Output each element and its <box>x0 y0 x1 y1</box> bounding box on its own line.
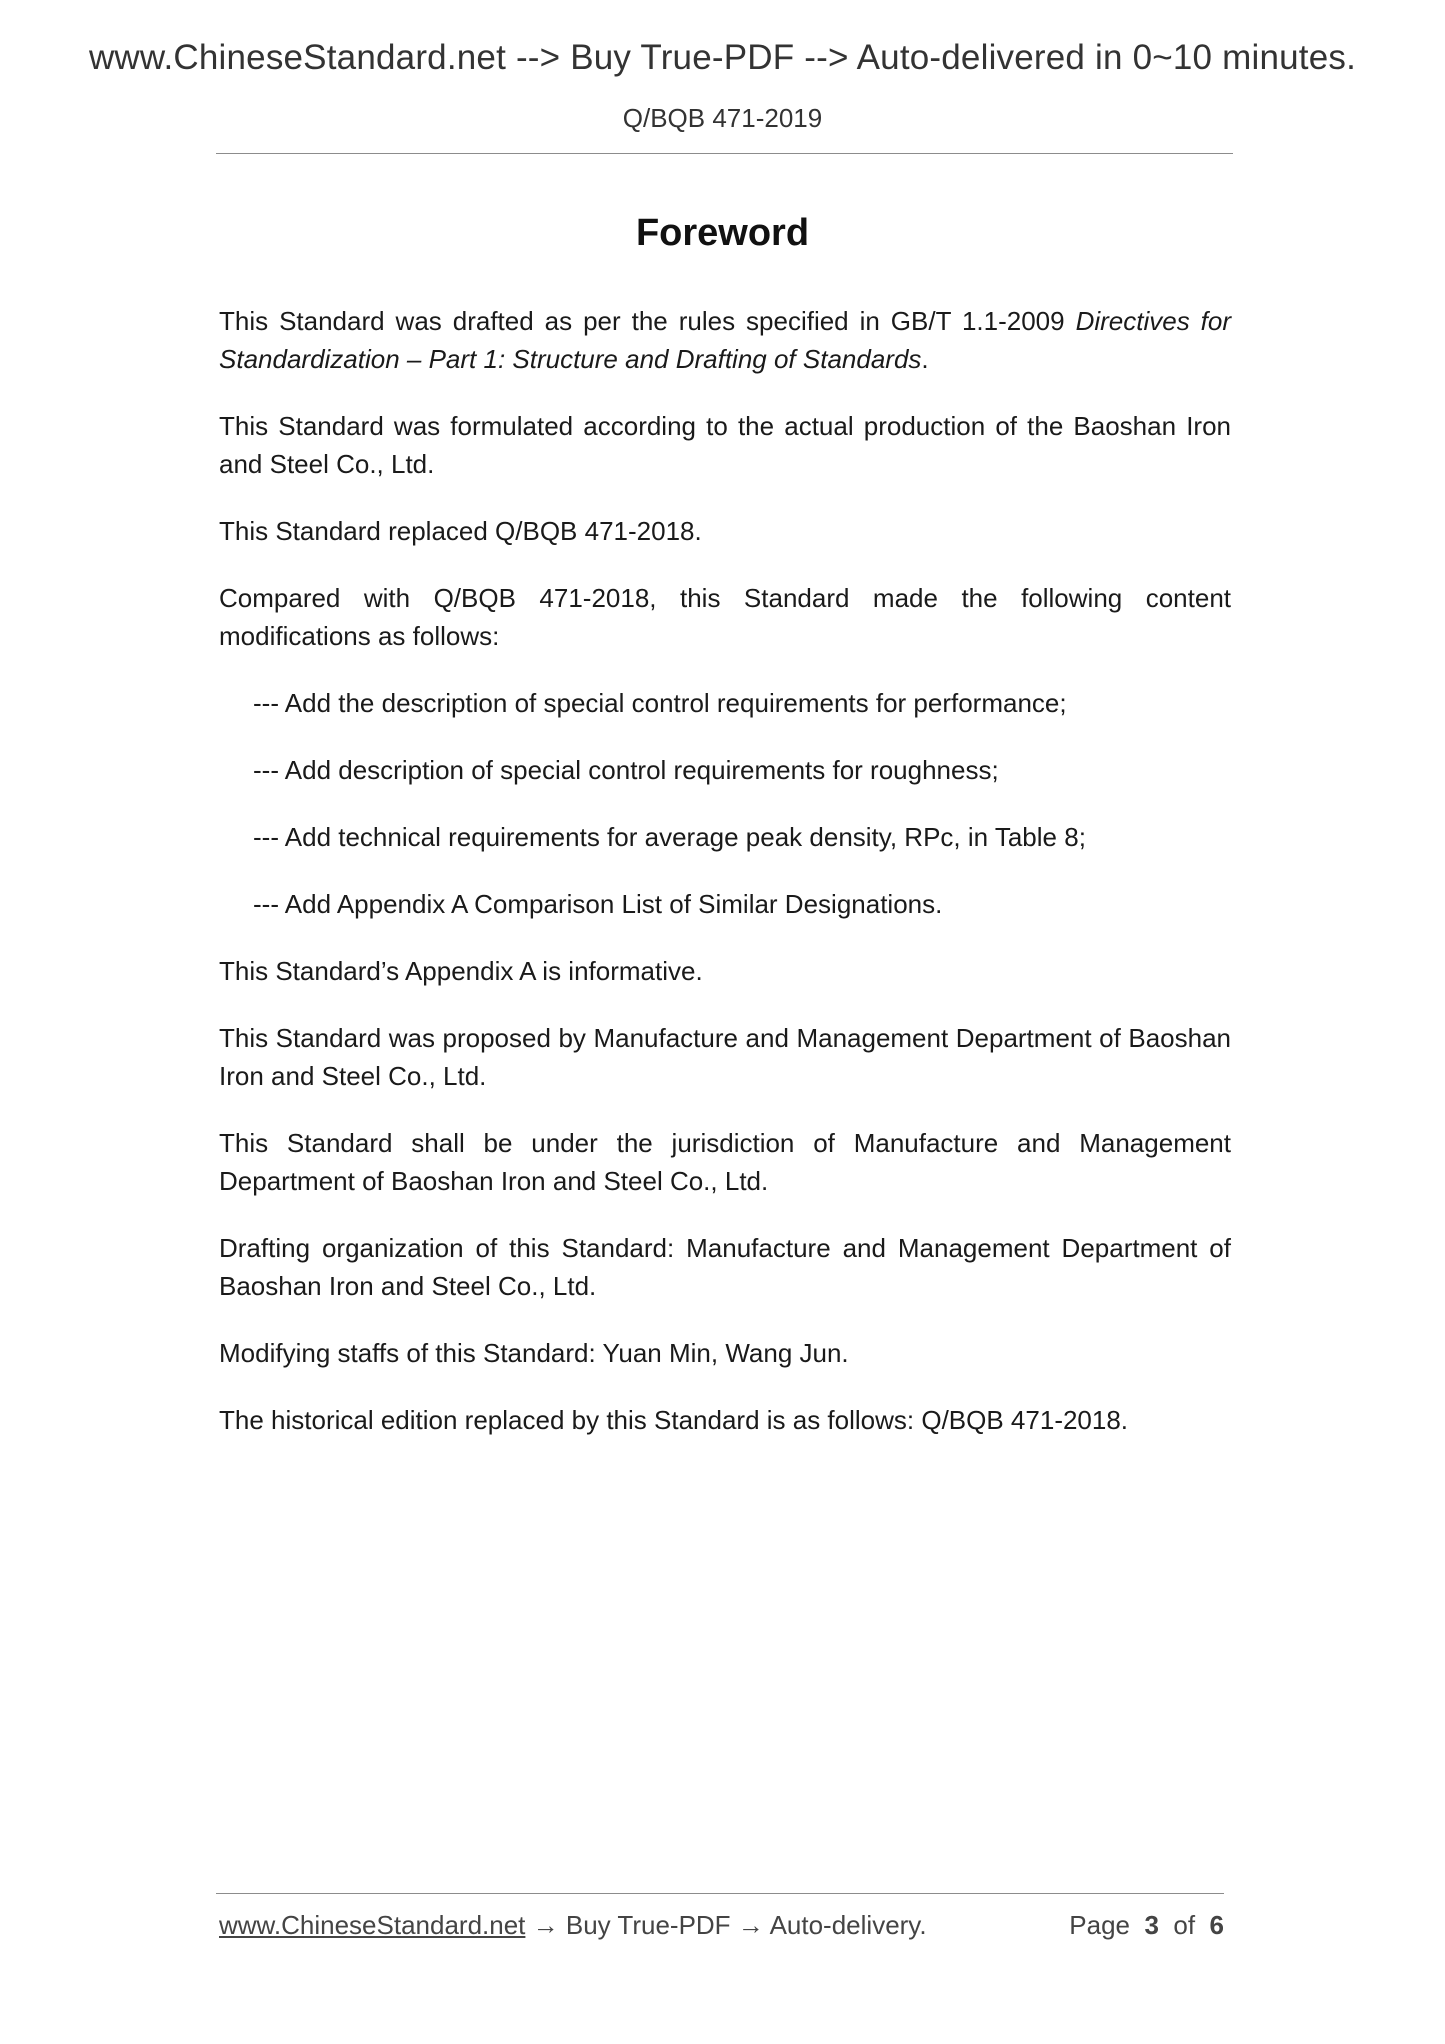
paragraph-appendix: This Standard’s Appendix A is informative. <box>219 956 703 986</box>
page-of-label: of <box>1173 1910 1196 1940</box>
total-pages: 6 <box>1209 1910 1224 1940</box>
foreword-body <box>219 302 1231 1468</box>
paragraph-drafting-rules <box>219 302 1231 378</box>
modification-item: --- Add description of special control requirements for roughness; <box>253 755 999 785</box>
paragraph-comparison: Compared with Q/BQB 471-2018, this Standard made the following content modifications as follows: <box>219 583 1231 651</box>
modification-item: --- Add Appendix A Comparison List of Similar Designations. <box>253 889 943 919</box>
footer-divider <box>216 1893 1224 1894</box>
paragraph-text: This Standard was drafted as per the rules specified in GB/T 1.1-2009 <box>219 306 1076 336</box>
website-link[interactable]: www.ChineseStandard.net <box>219 1910 526 1940</box>
paragraph-modifying-staff: Modifying staffs of this Standard: Yuan Min, Wang Jun. <box>219 1338 849 1368</box>
paragraph-proposed-by: This Standard was proposed by Manufacture and Management Department of Baoshan Iron and Steel Co., Ltd. <box>219 1023 1231 1091</box>
paragraph-end: . <box>921 344 929 374</box>
footer-tagline: → Buy True-PDF → Auto-delivery. <box>525 1910 927 1940</box>
paragraph-drafting-organization: Drafting organization of this Standard: Manufacture and Management Department of Baoshan Iron and Steel Co., Ltd. <box>219 1233 1231 1301</box>
modification-item: --- Add technical requirements for average peak density, RPc, in Table 8; <box>253 822 1086 852</box>
paragraph-replaced: This Standard replaced Q/BQB 471-2018. <box>219 516 702 546</box>
paragraph-formulation: This Standard was formulated according to the actual production of the Baoshan Iron and Steel Co., Ltd. <box>219 411 1231 479</box>
standard-title-italic: Directives for Standardization – Part 1: Structure and Drafting of Standards <box>219 306 1231 374</box>
current-page: 3 <box>1144 1910 1159 1940</box>
paragraph-historical-edition: The historical edition replaced by this Standard is as follows: Q/BQB 471-2018. <box>219 1405 1129 1435</box>
page-label: Page <box>1069 1910 1131 1940</box>
paragraph-jurisdiction: This Standard shall be under the jurisdiction of Manufacture and Management Department of Baoshan Iron and Steel Co., Ltd. <box>219 1128 1231 1196</box>
modification-item: --- Add the description of special control requirements for performance; <box>253 688 1067 718</box>
top-banner: www.ChineseStandard.net --> Buy True-PDF --> Auto-delivered in 0~10 minutes. <box>88 38 1357 77</box>
footer-left <box>219 1910 927 1941</box>
header-divider <box>216 153 1233 154</box>
page-number <box>1069 1910 1224 1941</box>
document-code: Q/BQB 471-2019 <box>622 103 823 133</box>
page-title: Foreword <box>635 212 810 254</box>
